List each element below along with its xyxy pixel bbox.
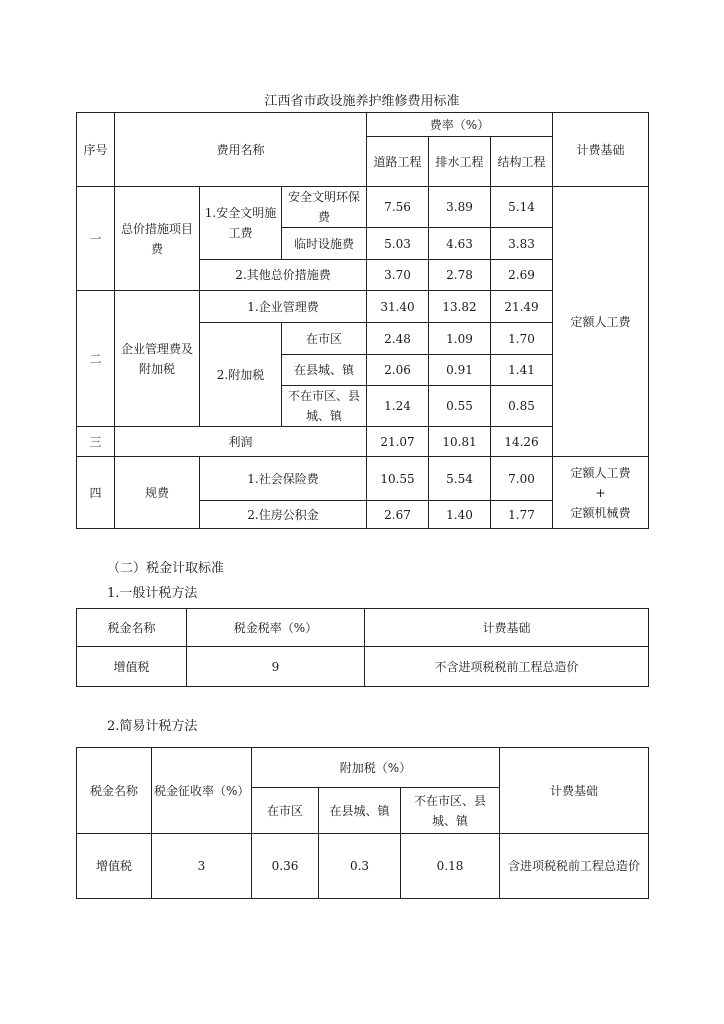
- s1-r3-road: 3.70: [367, 260, 429, 291]
- t3-name: 增值税: [77, 834, 152, 899]
- t2-header-rate: 税金税率（%）: [187, 609, 365, 647]
- s2-sub2: 2.附加税: [200, 323, 282, 427]
- s2-r3-struct: 1.41: [491, 355, 553, 386]
- s1-r2-drain: 4.63: [429, 228, 491, 260]
- header-seq: 序号: [77, 113, 115, 187]
- s2-r4-drain: 0.55: [429, 386, 491, 427]
- t2-header-name: 税金名称: [77, 609, 187, 647]
- s2-name: 企业管理费及附加税: [115, 291, 200, 427]
- s4-r1-road: 10.55: [367, 457, 429, 501]
- s2-r2-label: 在市区: [282, 323, 367, 355]
- s4-r1-drain: 5.54: [429, 457, 491, 501]
- simple-tax-table: [76, 747, 649, 899]
- s1-name: 总价措施项目费: [115, 187, 200, 291]
- t3-header-rate: 税金征收率（%）: [152, 748, 252, 834]
- s1-r2-struct: 3.83: [491, 228, 553, 260]
- s3-drain: 10.81: [429, 427, 491, 457]
- s2-r2-struct: 1.70: [491, 323, 553, 355]
- s2-r1-struct: 21.49: [491, 291, 553, 323]
- t3-header-other: 不在市区、县城、镇: [401, 788, 500, 834]
- s2-r1-label: 1.企业管理费: [200, 291, 367, 323]
- s2-r4-struct: 0.85: [491, 386, 553, 427]
- general-tax-table: [76, 608, 649, 687]
- s1-r1-struct: 5.14: [491, 187, 553, 228]
- s4-r2-drain: 1.40: [429, 501, 491, 529]
- s2-no: 二: [77, 291, 115, 427]
- general-tax-heading: 1.一般计税方法: [107, 586, 198, 601]
- s4-r2-struct: 1.77: [491, 501, 553, 529]
- s2-r4-label: 不在市区、县城、镇: [282, 386, 367, 427]
- t3-header-county: 在县城、镇: [319, 788, 401, 834]
- simple-tax-heading: 2.简易计税方法: [107, 719, 198, 734]
- s1-r3-drain: 2.78: [429, 260, 491, 291]
- s4-basis-line3: 定额机械费: [570, 505, 631, 520]
- s1-r2-label: 临时设施费: [282, 228, 367, 260]
- t3-header-city: 在市区: [252, 788, 319, 834]
- t3-city: 0.36: [252, 834, 319, 899]
- header-fee-name: 费用名称: [115, 113, 367, 187]
- table1-title: 江西省市政设施养护维修费用标准: [264, 94, 460, 109]
- s3-struct: 14.26: [491, 427, 553, 457]
- s2-r3-label: 在县城、镇: [282, 355, 367, 386]
- s2-r3-road: 2.06: [367, 355, 429, 386]
- s1-r2-road: 5.03: [367, 228, 429, 260]
- fee-standard-table: [76, 112, 649, 529]
- header-struct: 结构工程: [491, 137, 553, 187]
- t3-header-basis: 计费基础: [500, 748, 649, 834]
- s2-r2-road: 2.48: [367, 323, 429, 355]
- section-heading: （二）税金计取标准: [107, 561, 225, 576]
- header-road: 道路工程: [367, 137, 429, 187]
- s4-r2-label: 2.住房公积金: [200, 501, 367, 529]
- s4-basis-line1: 定额人工费: [570, 465, 631, 480]
- s4-r2-road: 2.67: [367, 501, 429, 529]
- s1-r3-label: 2.其他总价措施费: [200, 260, 367, 291]
- s1-no: 一: [77, 187, 115, 291]
- s4-r1-label: 1.社会保险费: [200, 457, 367, 501]
- s4-no: 四: [77, 457, 115, 529]
- t2-name: 增值税: [77, 647, 187, 687]
- s3-no: 三: [77, 427, 115, 457]
- s2-r1-drain: 13.82: [429, 291, 491, 323]
- header-basis: 计费基础: [553, 113, 649, 187]
- s3-road: 21.07: [367, 427, 429, 457]
- t3-county: 0.3: [319, 834, 401, 899]
- t3-basis: 含进项税税前工程总造价: [500, 834, 649, 899]
- s1-r1-label: 安全文明环保费: [282, 187, 367, 228]
- s4-r1-struct: 7.00: [491, 457, 553, 501]
- t3-other: 0.18: [401, 834, 500, 899]
- s2-r4-road: 1.24: [367, 386, 429, 427]
- s1-r1-road: 7.56: [367, 187, 429, 228]
- s2-r3-drain: 0.91: [429, 355, 491, 386]
- t2-rate: 9: [187, 647, 365, 687]
- t3-header-name: 税金名称: [77, 748, 152, 834]
- t2-basis: 不含进项税税前工程总造价: [365, 647, 649, 687]
- s4-basis: [553, 457, 649, 529]
- t2-header-basis: 计费基础: [365, 609, 649, 647]
- s1-r3-struct: 2.69: [491, 260, 553, 291]
- s3-name: 利润: [115, 427, 367, 457]
- s4-name: 规费: [115, 457, 200, 529]
- basis-main: 定额人工费: [553, 187, 649, 457]
- header-drain: 排水工程: [429, 137, 491, 187]
- header-rate: 费率（%）: [367, 113, 553, 137]
- t3-rate: 3: [152, 834, 252, 899]
- s2-r1-road: 31.40: [367, 291, 429, 323]
- s1-r1-drain: 3.89: [429, 187, 491, 228]
- t3-header-surtax: 附加税（%）: [252, 748, 500, 788]
- s4-basis-line2: +: [595, 485, 606, 500]
- s2-r2-drain: 1.09: [429, 323, 491, 355]
- s1-sub1: 1.安全文明施工费: [200, 187, 282, 260]
